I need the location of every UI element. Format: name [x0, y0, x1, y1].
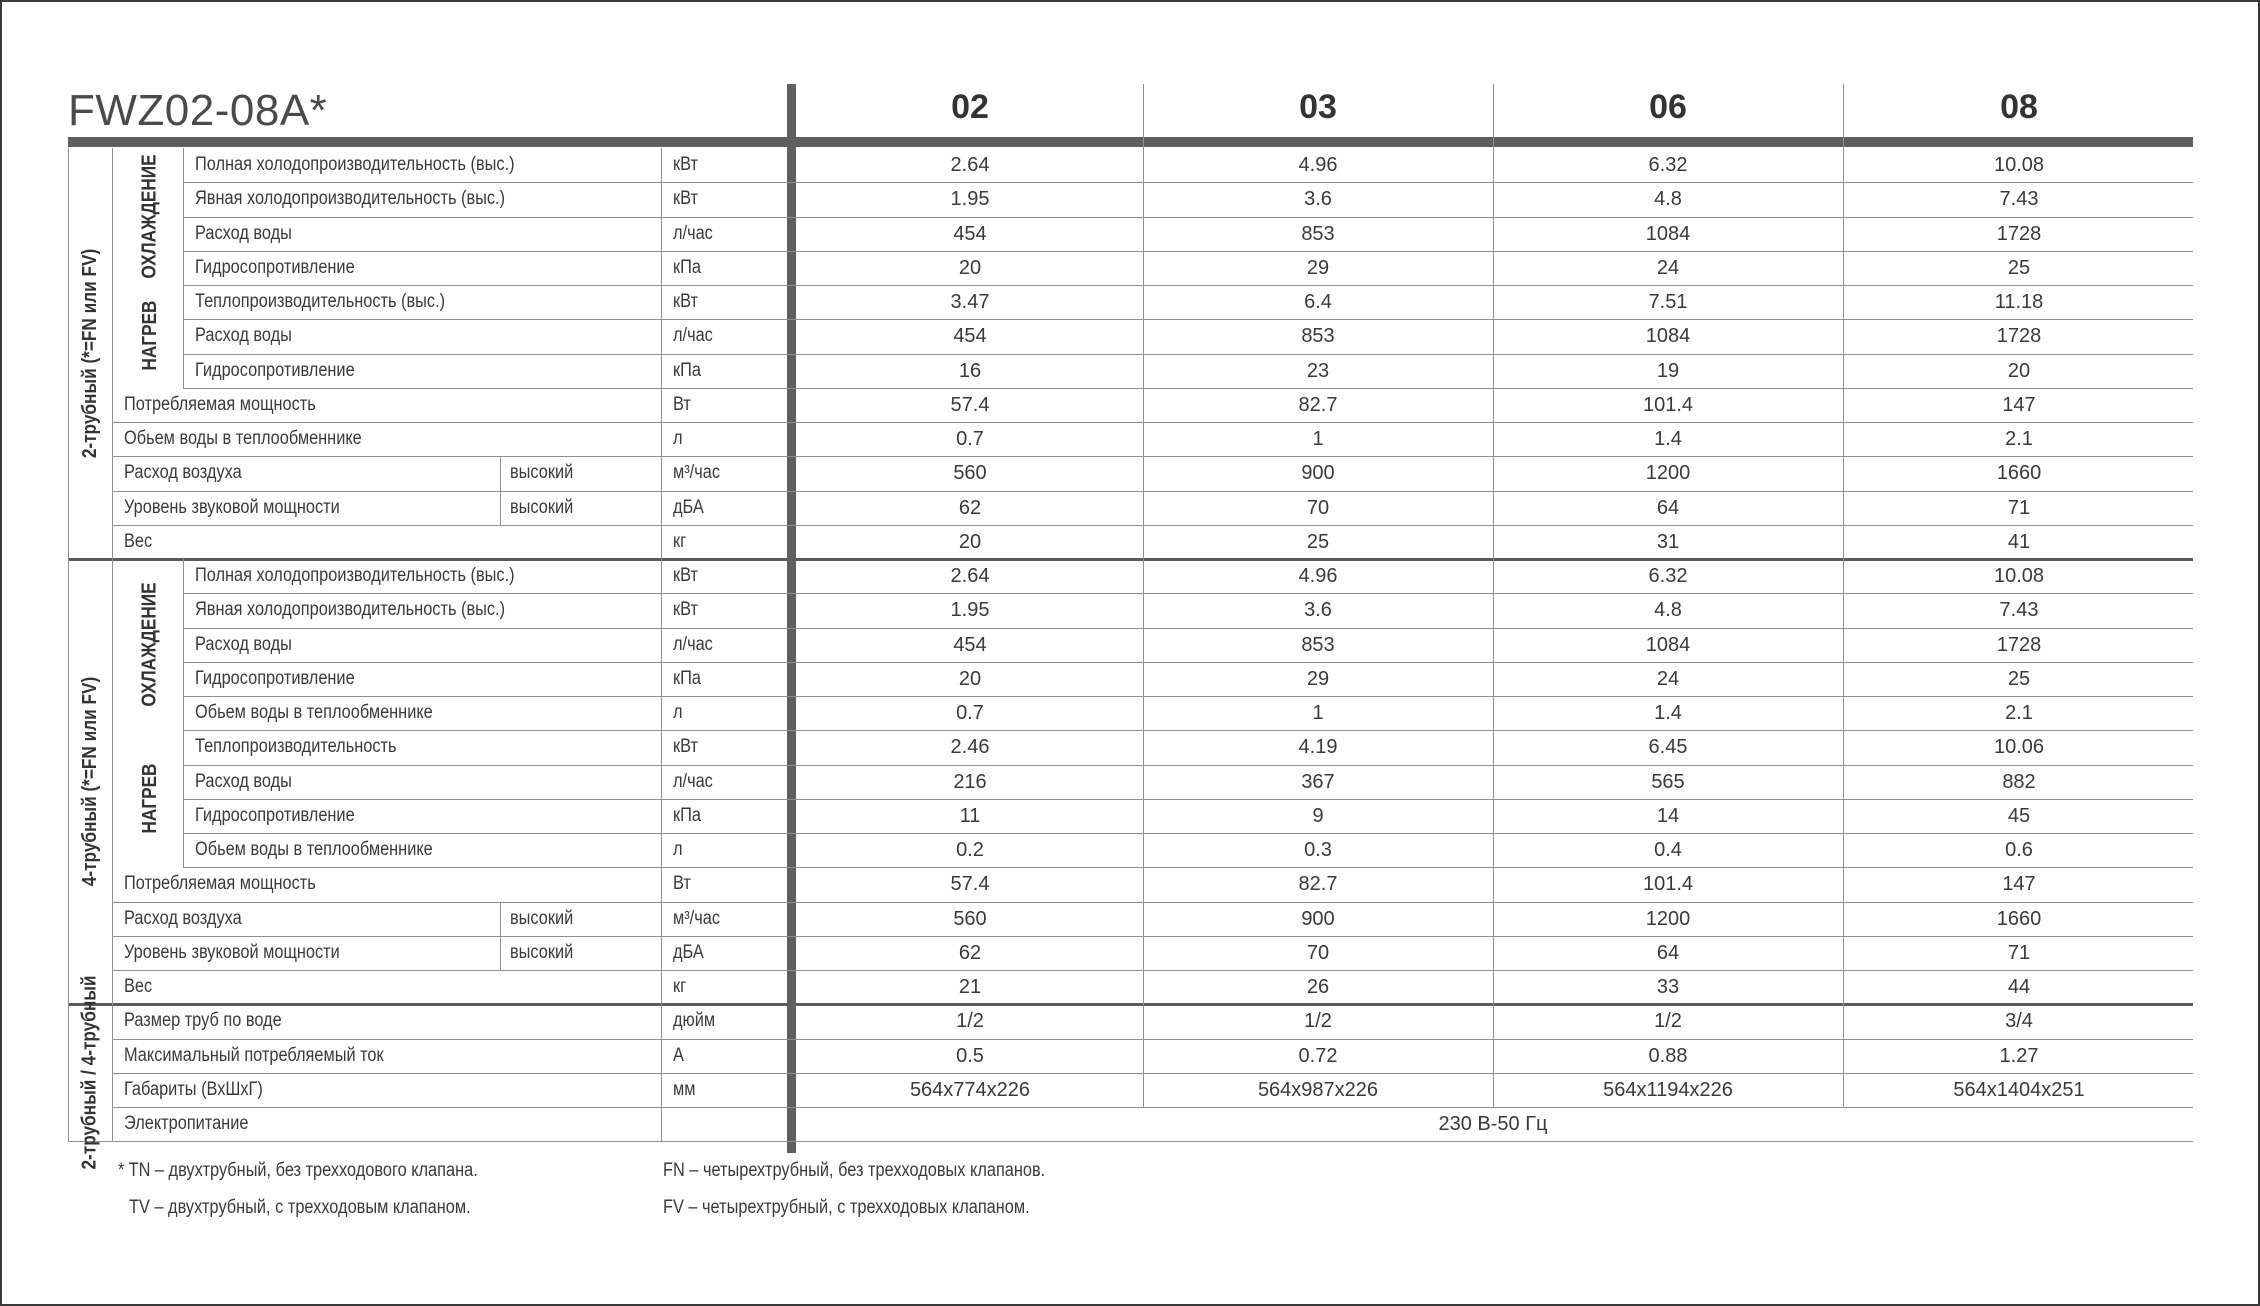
- row-label: Потребляемая мощность: [124, 393, 316, 415]
- row-label: Явная холодопроизводительность (выс.): [195, 188, 506, 210]
- row-value: 3.6: [1304, 599, 1332, 622]
- row-unit: л/час: [673, 222, 713, 244]
- row-label: Расход воздуха: [124, 907, 242, 929]
- row-value: 900: [1301, 462, 1335, 485]
- row-label: Вес: [124, 976, 153, 997]
- model-header-06: 06: [1649, 88, 1687, 126]
- label-value-separator: [787, 84, 796, 1153]
- model-column-border: [1493, 84, 1494, 1107]
- row-label: Размер труб по воде: [124, 1010, 282, 1032]
- row-value: 82.7: [1298, 393, 1338, 416]
- row-label: Расход воды: [195, 325, 292, 347]
- row-mode: высокий: [510, 907, 574, 929]
- row-label: Гидросопротивление: [195, 256, 355, 278]
- row-value: 45: [2007, 804, 2031, 827]
- row-unit: л: [673, 702, 683, 723]
- row-value: 2.46: [950, 736, 990, 759]
- group-label-common: 2-трубный / 4-трубный: [78, 975, 101, 1170]
- header-bar: [68, 137, 2193, 147]
- row-label: Потребляемая мощность: [124, 873, 316, 895]
- group-label-cooling-4: ОХЛАЖДЕНИЕ: [138, 582, 161, 707]
- row-value: 29: [1306, 256, 1330, 279]
- row-value: 21: [958, 976, 982, 998]
- row-value: 71: [2007, 941, 2031, 964]
- row-mode: высокий: [510, 462, 574, 484]
- row-mode: высокий: [510, 941, 574, 963]
- row-value: 564x1404x251: [1953, 1078, 2085, 1101]
- row-unit: кВт: [673, 154, 698, 175]
- row-value: 454: [953, 222, 987, 245]
- row-value: 1: [1312, 702, 1324, 724]
- mode-column-border: [500, 491, 501, 525]
- row-value: 4.8: [1654, 188, 1682, 211]
- row-label: Электропитание: [124, 1113, 249, 1134]
- table-left-border: [68, 148, 69, 1141]
- row-label: Вес: [124, 530, 153, 552]
- row-value: 560: [953, 907, 987, 930]
- row-label: Полная холодопроизводительность (выс.): [195, 154, 515, 175]
- row-unit: л/час: [673, 325, 713, 347]
- row-value: 24: [1656, 667, 1680, 690]
- row-value: 4.8: [1654, 599, 1682, 622]
- row-value: 1084: [1645, 222, 1691, 245]
- row-value: 41: [2007, 530, 2031, 553]
- row-value: 4.96: [1298, 565, 1338, 587]
- row-value: 16: [958, 359, 982, 382]
- subgroup-border: [183, 559, 184, 867]
- row-value: 853: [1301, 633, 1335, 656]
- group-label-heating: НАГРЕВ: [138, 300, 161, 371]
- row-value: 1.4: [1654, 428, 1682, 450]
- row-value: 2.64: [950, 565, 990, 587]
- row-value: 1728: [1996, 633, 2042, 656]
- row-value: 20: [2007, 359, 2031, 382]
- row-value: 20: [958, 256, 982, 279]
- row-unit: кВт: [673, 188, 698, 210]
- row-value: 6.32: [1648, 154, 1688, 176]
- row-value: 853: [1301, 325, 1335, 348]
- row-value: 3.6: [1304, 188, 1332, 211]
- row-value: 0.72: [1298, 1044, 1338, 1067]
- row-value: 62: [958, 941, 982, 964]
- row-unit: кПа: [673, 667, 701, 689]
- row-value: 7.43: [1999, 188, 2039, 211]
- row-value: 0.7: [956, 702, 984, 724]
- group-column-border: [112, 148, 113, 1141]
- row-unit: дБА: [673, 496, 704, 518]
- row-unit: л: [673, 839, 683, 860]
- row-value: 0.4: [1654, 839, 1682, 861]
- row-value: 6.45: [1648, 736, 1688, 759]
- row-value: 367: [1301, 770, 1335, 793]
- row-value: 0.3: [1304, 839, 1332, 861]
- row-value: 560: [953, 462, 987, 485]
- model-header-08: 08: [2000, 88, 2038, 126]
- group-label-cooling: ОХЛАЖДЕНИЕ: [138, 153, 161, 279]
- row-label: Обьем воды в теплообменнике: [124, 428, 362, 449]
- row-value: 57.4: [950, 393, 990, 416]
- row-value: 0.88: [1648, 1044, 1688, 1067]
- row-value: 147: [2002, 873, 2036, 896]
- row-value: 101.4: [1642, 873, 1694, 896]
- row-value: 7.51: [1648, 291, 1688, 313]
- row-label: Максимальный потребляемый ток: [124, 1044, 384, 1066]
- row-value: 1660: [1996, 462, 2042, 485]
- mode-column-border: [500, 456, 501, 490]
- row-mode: высокий: [510, 496, 574, 518]
- row-value: 25: [2007, 667, 2031, 690]
- model-column-border: [1143, 84, 1144, 1107]
- row-value: 20: [958, 530, 982, 553]
- row-unit: кВт: [673, 736, 698, 758]
- row-label: Уровень звуковой мощности: [124, 941, 340, 963]
- row-value: 1660: [1996, 907, 2042, 930]
- row-unit: мм: [673, 1078, 696, 1100]
- row-value: 564x987x226: [1257, 1078, 1379, 1101]
- row-value: 26: [1306, 976, 1330, 998]
- row-unit: А: [673, 1044, 684, 1066]
- model-header-03: 03: [1299, 88, 1337, 126]
- row-value: 44: [2007, 976, 2031, 998]
- row-unit: л/час: [673, 633, 713, 655]
- row-value: 24: [1656, 256, 1680, 279]
- row-value: 564x774x226: [909, 1078, 1031, 1101]
- row-value: 2.1: [2005, 428, 2033, 450]
- row-value: 1084: [1645, 325, 1691, 348]
- row-value: 565: [1651, 770, 1685, 793]
- group-label-heating-4: НАГРЕВ: [138, 763, 161, 834]
- row-value: 564x1194x226: [1603, 1078, 1733, 1101]
- row-unit: кПа: [673, 804, 701, 826]
- row-value: 882: [2002, 770, 2036, 793]
- row-unit: кВт: [673, 565, 698, 586]
- row-unit: кПа: [673, 359, 701, 381]
- row-label: Расход воды: [195, 770, 292, 792]
- row-label: Расход воды: [195, 633, 292, 655]
- row-value: 1/2: [1304, 1010, 1332, 1033]
- row-value: 82.7: [1298, 873, 1338, 896]
- row-value: 10.08: [1993, 154, 2045, 176]
- row-value: 2.1: [2005, 702, 2033, 724]
- row-unit: Вт: [673, 873, 691, 895]
- row-value: 1728: [1996, 325, 2042, 348]
- footnote-tv: TV – двухтрубный, с трехходовым клапаном.: [129, 1197, 471, 1218]
- row-label: Обьем воды в теплообменнике: [195, 702, 433, 723]
- row-unit: Вт: [673, 393, 691, 415]
- row-unit: кВт: [673, 599, 698, 621]
- row-value: 64: [1656, 941, 1680, 964]
- model-header-02: 02: [951, 88, 989, 126]
- row-value: 1084: [1645, 633, 1691, 656]
- row-value: 1.95: [950, 188, 990, 211]
- row-unit: м³/час: [673, 907, 720, 929]
- row-value: 853: [1301, 222, 1335, 245]
- row-unit: л/час: [673, 770, 713, 792]
- row-unit: л: [673, 428, 683, 449]
- row-value: 25: [2007, 256, 2031, 279]
- row-label: Расход воздуха: [124, 462, 242, 484]
- row-value: 1: [1312, 428, 1324, 450]
- row-value: 33: [1656, 976, 1680, 998]
- row-value: 11.18: [1994, 291, 2044, 313]
- row-value: 31: [1656, 530, 1680, 553]
- row-label: Гидросопротивление: [195, 804, 355, 826]
- group-label-four-pipe: 4-трубный (*=FN или FV): [78, 676, 101, 886]
- row-label: Габариты (ВхШхГ): [124, 1078, 263, 1100]
- row-value: 1/2: [1654, 1010, 1682, 1033]
- row-value: 1/2: [956, 1010, 984, 1033]
- row-value: 454: [953, 633, 987, 656]
- row-value: 62: [958, 496, 982, 519]
- model-column-border: [1843, 84, 1844, 1107]
- row-label: Уровень звуковой мощности: [124, 496, 340, 518]
- row-unit: дюйм: [673, 1010, 716, 1032]
- row-value: 147: [2002, 393, 2036, 416]
- row-value: 3.47: [950, 291, 990, 313]
- row-value: 10.08: [1993, 565, 2045, 587]
- row-value: 454: [953, 325, 987, 348]
- row-value: 9: [1312, 804, 1324, 827]
- row-unit: м³/час: [673, 462, 720, 484]
- row-unit: кг: [673, 976, 687, 997]
- row-value: 70: [1306, 496, 1330, 519]
- row-value: 4.19: [1298, 736, 1338, 759]
- mode-column-border: [500, 936, 501, 970]
- row-value: 29: [1306, 667, 1330, 690]
- row-label: Гидросопротивление: [195, 667, 355, 689]
- row-label: Расход воды: [195, 222, 292, 244]
- row-label: Обьем воды в теплообменнике: [195, 839, 433, 860]
- row-value: 0.2: [956, 839, 984, 861]
- row-value: 20: [958, 667, 982, 690]
- page-title: FWZ02-08A*: [68, 86, 328, 135]
- row-value: 11: [959, 804, 981, 827]
- row-unit: дБА: [673, 941, 704, 963]
- row-value: 900: [1301, 907, 1335, 930]
- row-value: 71: [2007, 496, 2031, 519]
- row-value: 1728: [1996, 222, 2042, 245]
- row-value: 6.32: [1648, 565, 1688, 587]
- row-label: Гидросопротивление: [195, 359, 355, 381]
- row-value: 25: [1306, 530, 1330, 553]
- row-value: 4.96: [1298, 154, 1338, 176]
- row-value: 14: [1656, 804, 1680, 827]
- row-value: 0.5: [956, 1044, 984, 1067]
- row-value: 2.64: [950, 154, 990, 176]
- row-separator: [112, 1107, 2193, 1108]
- row-value: 1200: [1645, 907, 1691, 930]
- row-value: 70: [1306, 941, 1330, 964]
- row-value: 0.7: [956, 428, 984, 450]
- row-value: 6.4: [1304, 291, 1332, 313]
- footnote-fv: FV – четырехтрубный, с трехходовых клапаном.: [663, 1197, 1030, 1218]
- row-value: 7.43: [1999, 599, 2039, 622]
- group-label-two-pipe: 2-трубный (*=FN или FV): [78, 248, 101, 458]
- row-label: Теплопроизводительность (выс.): [195, 291, 446, 312]
- row-value: 1.27: [1999, 1044, 2039, 1067]
- subgroup-border: [183, 148, 184, 388]
- row-unit: кПа: [673, 256, 701, 278]
- row-value: 57.4: [950, 873, 990, 896]
- row-value: 1200: [1645, 462, 1691, 485]
- row-unit: кВт: [673, 291, 698, 312]
- mode-column-border: [500, 902, 501, 936]
- unit-column-border: [661, 148, 662, 1141]
- row-separator: [112, 1141, 2193, 1142]
- row-value: 0.6: [2005, 839, 2033, 861]
- row-value: 216: [953, 770, 987, 793]
- row-value: 10.06: [1993, 736, 2045, 759]
- row-value: 19: [1656, 359, 1680, 382]
- row-value: 64: [1656, 496, 1680, 519]
- row-label: Явная холодопроизводительность (выс.): [195, 599, 506, 621]
- footnote-fn: FN – четырехтрубный, без трехходовых клапанов.: [663, 1160, 1046, 1181]
- row-value: 23: [1306, 359, 1330, 382]
- row-value: 101.4: [1642, 393, 1694, 416]
- row-unit: кг: [673, 530, 687, 552]
- row-span-value: 230 В-50 Гц: [1438, 1113, 1548, 1135]
- footnote-tn: * TN – двухтрубный, без трехходового клапана.: [118, 1160, 478, 1181]
- row-label: Полная холодопроизводительность (выс.): [195, 565, 515, 586]
- row-value: 1.4: [1654, 702, 1682, 724]
- row-label: Теплопроизводительность: [195, 736, 397, 758]
- row-value: 3/4: [2005, 1010, 2033, 1033]
- row-value: 1.95: [950, 599, 990, 622]
